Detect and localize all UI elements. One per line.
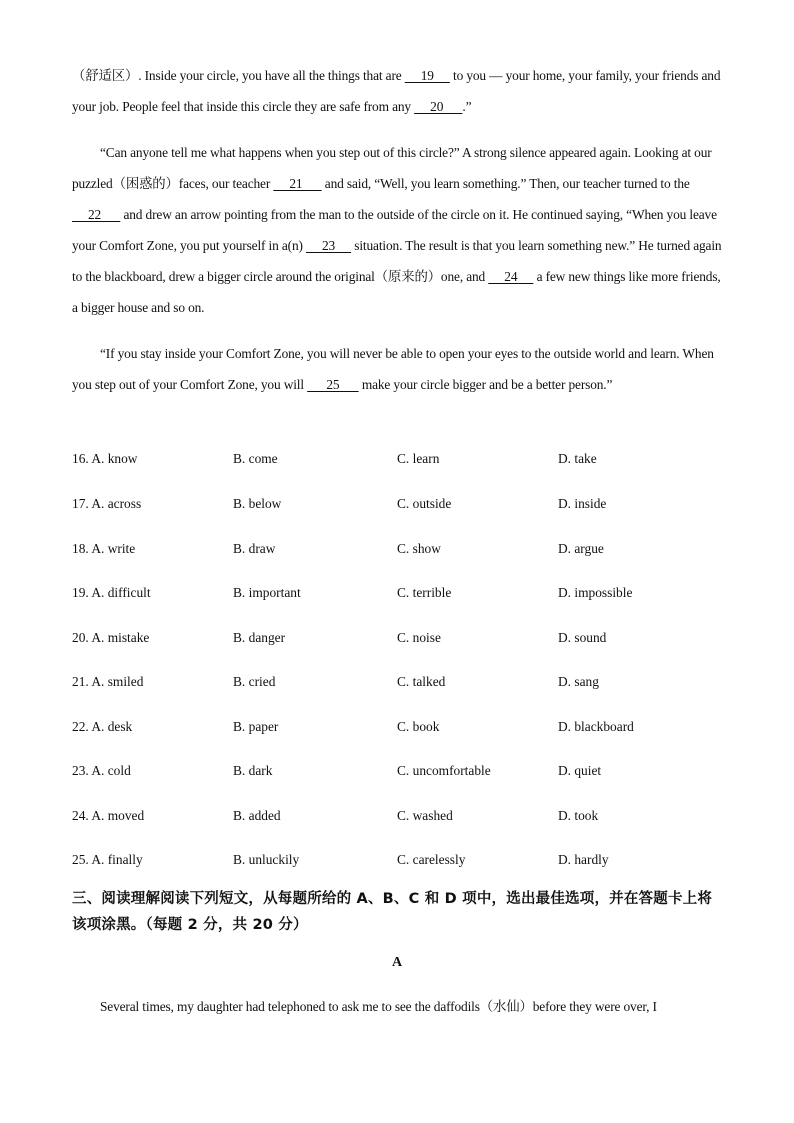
option-d: D. argue <box>558 541 604 556</box>
text: a few new things like more friends, a bigger house and so on. <box>72 269 721 315</box>
section-heading: 三、阅读理解阅读下列短文，从每题所给的 A、B、C 和 D 项中，选出最佳选项，并在答题卡上将该项涂黑。（每题 2 分，共 20 分） <box>72 891 713 933</box>
text: .” <box>462 99 472 114</box>
question-row <box>72 808 732 828</box>
blank-22: 22 <box>72 207 121 222</box>
option-c: C. outside <box>397 496 452 511</box>
option-d: D. take <box>558 451 597 466</box>
option-a: 16. A. know <box>72 451 138 466</box>
option-c: C. uncomfortable <box>397 763 491 778</box>
option-a: 18. A. write <box>72 541 136 556</box>
question-row <box>72 674 732 694</box>
blank-21: 21 <box>273 176 322 191</box>
question-row <box>72 451 732 471</box>
reading-passage-first-line: Several times, my daughter had telephoned to ask me to see the daffodils（水仙）before they were over, I <box>100 999 657 1014</box>
option-c: C. washed <box>397 808 453 823</box>
text: “Can anyone tell me what happens when you step out of this circle?” A strong silence appeared again. Looking at our puzzled（困惑的）faces, our teacher <box>72 145 712 191</box>
option-a: 24. A. moved <box>72 808 145 823</box>
text: （舒适区）. Inside your circle, you have all the things that are <box>72 68 405 83</box>
text: and drew an arrow pointing from the man to the outside of the circle on it. He continued saying, “When you leave your Comfort Zone, you put yourself in a(n) <box>72 207 717 253</box>
option-d: D. impossible <box>558 585 633 600</box>
option-d: D. inside <box>558 496 607 511</box>
text: “If you stay inside your Comfort Zone, you will never be able to open your eyes to the outside world and learn. When you step out of your Comfort Zone, you will <box>72 346 714 392</box>
blank-25: 25 <box>307 377 359 392</box>
option-b: B. added <box>233 808 281 823</box>
question-row <box>72 541 732 561</box>
option-b: B. paper <box>233 719 279 734</box>
text: make your circle bigger and be a better person.” <box>358 377 613 392</box>
question-row <box>72 630 732 650</box>
option-a: 17. A. across <box>72 496 142 511</box>
option-d: D. took <box>558 808 599 823</box>
option-c: C. terrible <box>397 585 452 600</box>
question-row <box>72 719 732 739</box>
text: to you — your home, your family, your friends and your job. People feel that inside this circle they are safe from any <box>72 68 721 114</box>
option-b: B. cried <box>233 674 276 689</box>
option-d: D. quiet <box>558 763 602 778</box>
passage-paragraph-2 <box>72 137 724 323</box>
blank-19: 19 <box>404 68 450 83</box>
question-row <box>72 585 732 605</box>
option-d: D. blackboard <box>558 719 634 734</box>
option-b: B. important <box>233 585 301 600</box>
option-a: 20. A. mistake <box>72 630 150 645</box>
option-b: B. danger <box>233 630 286 645</box>
option-c: C. carelessly <box>397 852 466 867</box>
option-d: D. sang <box>558 674 599 689</box>
passage-paragraph-1 <box>72 60 724 122</box>
option-b: B. come <box>233 451 278 466</box>
text: and said, “Well, you learn something.” Then, our teacher turned to the <box>321 176 690 191</box>
option-c: C. talked <box>397 674 446 689</box>
blank-23: 23 <box>306 238 352 253</box>
blank-20: 20 <box>414 99 463 114</box>
option-c: C. book <box>397 719 440 734</box>
option-a: 21. A. smiled <box>72 674 144 689</box>
option-b: B. below <box>233 496 282 511</box>
option-d: D. sound <box>558 630 607 645</box>
option-a: 23. A. cold <box>72 763 131 778</box>
option-b: B. unluckily <box>233 852 300 867</box>
option-b: B. dark <box>233 763 273 778</box>
option-c: C. show <box>397 541 441 556</box>
option-a: 25. A. finally <box>72 852 143 867</box>
option-a: 19. A. difficult <box>72 585 151 600</box>
blank-24: 24 <box>488 269 534 284</box>
option-c: C. learn <box>397 451 440 466</box>
question-row <box>72 852 732 872</box>
text: situation. The result is that you learn something new.” He turned again to the blackboard, drew a bigger circle around the original（原来的）one, and <box>72 238 722 284</box>
question-row <box>72 763 732 783</box>
passage-label: A <box>391 955 403 970</box>
option-a: 22. A. desk <box>72 719 133 734</box>
option-d: D. hardly <box>558 852 609 867</box>
passage-paragraph-3 <box>72 338 724 400</box>
question-row <box>72 496 732 516</box>
option-b: B. draw <box>233 541 276 556</box>
option-c: C. noise <box>397 630 441 645</box>
